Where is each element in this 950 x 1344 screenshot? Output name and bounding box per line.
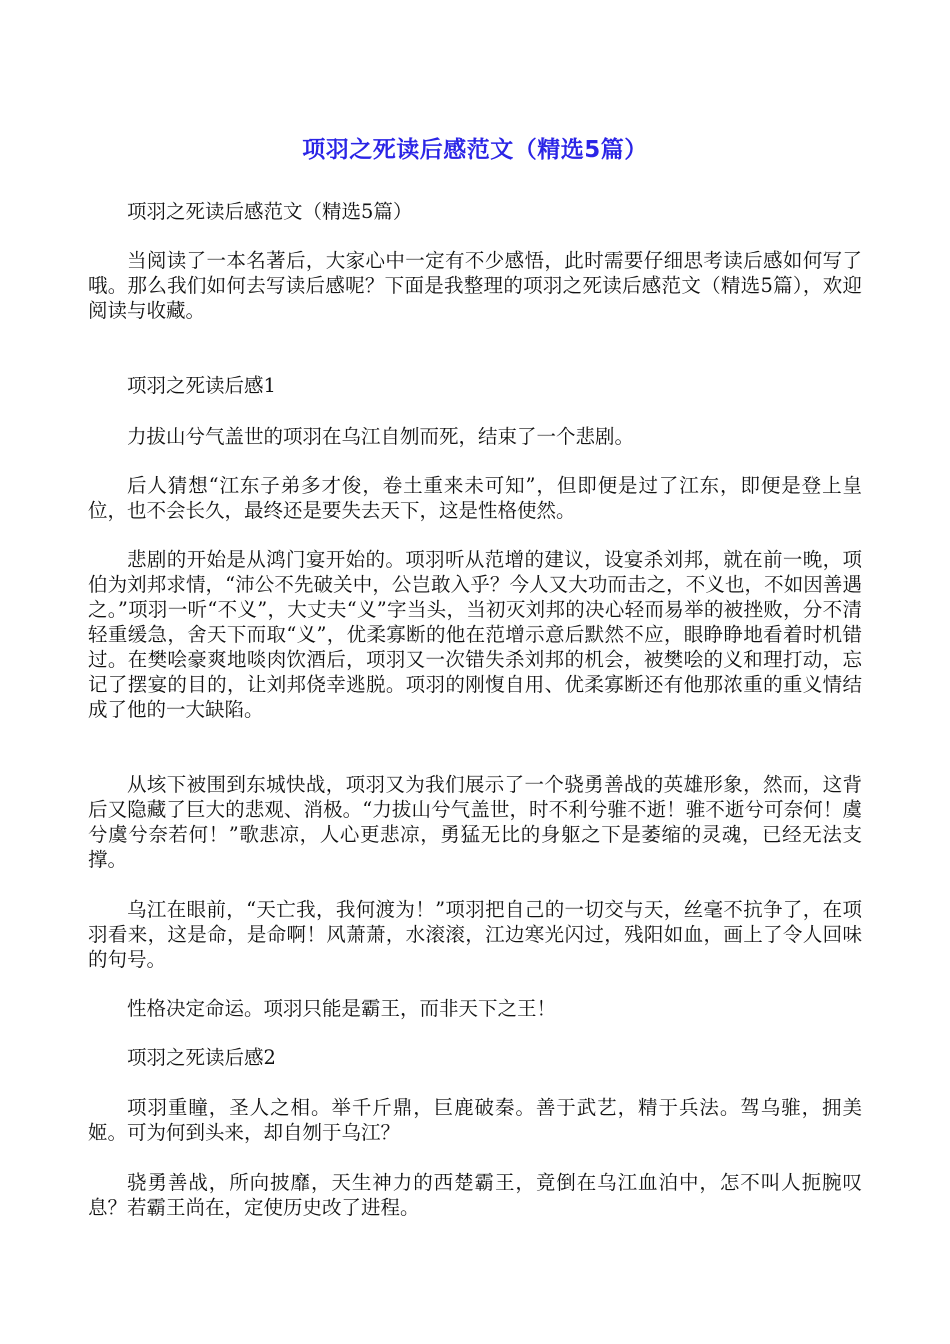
paragraph: 从垓下被围到东城快战，项羽又为我们展示了一个骁勇善战的英雄形象，然而，这背后又隐藏了巨大的悲观、消极。“力拔山兮气盖世，时不利兮骓不逝！骓不逝兮可奈何！虞兮虞兮奈若何！”歌悲凉，人心更悲凉，勇猛无比的身躯之下是萎缩的灵魂，已经无法支撑。 <box>88 773 862 871</box>
section-heading-1: 项羽之死读后感1 <box>127 374 276 397</box>
paragraph: 骁勇善战，所向披靡，天生神力的西楚霸王，竟倒在乌江血泊中，怎不叫人扼腕叹息？若霸王尚在，定使历史改了进程。 <box>88 1171 862 1219</box>
paragraph: 乌江在眼前，“天亡我，我何渡为！”项羽把自己的一切交与天，丝毫不抗争了，在项羽看来，这是命，是命啊！风萧萧，水滚滚，江边寒光闪过，残阳如血，画上了令人回味的句号。 <box>88 898 862 971</box>
intro-paragraph: 当阅读了一本名著后，大家心中一定有不少感悟，此时需要仔细思考读后感如何写了哦。那么我们如何去写读后感呢？下面是我整理的项羽之死读后感范文（精选5篇），欢迎阅读与收藏。 <box>88 249 862 322</box>
paragraph: 后人猜想“江东子弟多才俊，卷土重来未可知”，但即便是过了江东，即便是登上皇位，也不会长久，最终还是要失去天下，这是性格使然。 <box>88 474 862 522</box>
section-heading-2: 项羽之死读后感2 <box>127 1046 276 1069</box>
paragraph: 项羽重瞳，圣人之相。举千斤鼎，巨鹿破秦。善于武艺，精于兵法。驾乌骓，拥美姬。可为何到头来，却自刎于乌江？ <box>88 1096 862 1144</box>
paragraph: 性格决定命运。项羽只能是霸王，而非天下之王！ <box>127 997 557 1020</box>
paragraph: 力拔山兮气盖世的项羽在乌江自刎而死，结束了一个悲剧。 <box>127 425 635 448</box>
paragraph: 悲剧的开始是从鸿门宴开始的。项羽听从范增的建议，设宴杀刘邦，就在前一晚，项伯为刘邦求情，“沛公不先破关中，公岂敢入乎？今人又大功而击之，不义也，不如因善遇之。”项羽一听“不义”，大丈夫“义”字当头，当初灭刘邦的决心轻而易举的被挫败，分不清轻重缓急，舍天下而取“义”，优柔寡断的他在范增示意后默然不应，眼睁睁地看着时机错过。在樊哙豪爽地啖肉饮酒后，项羽又一次错失杀刘邦的机会，被樊哙的义和理打动，忘记了摆宴的目的，让刘邦侥幸逃脱。项羽的刚愎自用、优柔寡断还有他那浓重的重义情结成了他的一大缺陷。 <box>88 548 862 721</box>
document-title: 项羽之死读后感范文（精选5篇） <box>302 137 648 163</box>
subtitle-paragraph: 项羽之死读后感范文（精选5篇） <box>127 200 413 223</box>
